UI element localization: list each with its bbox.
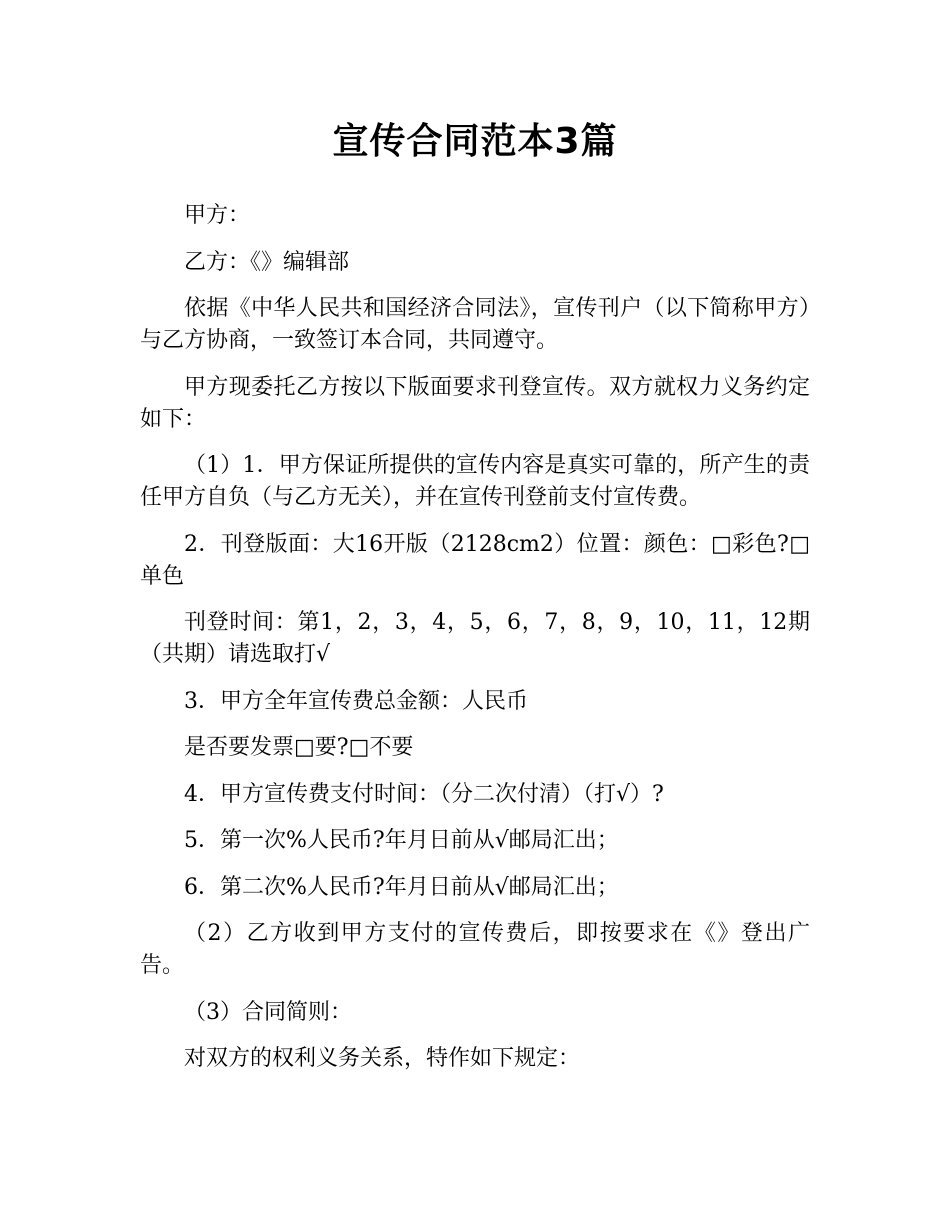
clause-1-2-layout: 2．刊登版面：大16开版（2128cm2）位置：颜色：□彩色?□单色 <box>140 531 810 589</box>
clause-3-heading: （3）合同简则： <box>184 999 352 1025</box>
document-title: 宣传合同范本3篇 <box>332 121 618 162</box>
clause-2: （2）乙方收到甲方支付的宣传费后，即按要求在《》登出广告。 <box>140 921 810 978</box>
clause-1-6-second-payment: 6．第二次%人民币?年月日前从√邮局汇出； <box>184 874 619 900</box>
publication-schedule: 刊登时间：第1，2，3，4，5，6，7，8，9，10，11，12期（共期）请选取打√ <box>140 610 810 667</box>
preamble-paragraph: 依据《中华人民共和国经济合同法》，宣传刊户（以下简称甲方）与乙方协商，一致签订本合同，共同遵守。 <box>140 296 810 353</box>
clause-1-4-payment-time: 4．甲方宣传费支付时间：（分二次付清）（打√）? <box>184 781 664 807</box>
clause-1-3-total-fee: 3．甲方全年宣传费总金额：人民币 <box>184 688 528 714</box>
commission-paragraph: 甲方现委托乙方按以下版面要求刊登宣传。双方就权力义务约定如下： <box>140 374 810 432</box>
invoice-option: 是否要发票□要?□不要 <box>184 735 414 760</box>
document-body <box>140 200 810 1090</box>
clause-1-5-first-payment: 5．第一次%人民币?年月日前从√邮局汇出； <box>184 828 619 853</box>
party-b-line: 乙方：《》编辑部 <box>184 249 350 275</box>
party-a-line: 甲方： <box>184 203 251 228</box>
clause-1-1: （1）1．甲方保证所提供的宣传内容是真实可靠的，所产生的责任甲方自负（与乙方无关），并在宣传刊登前支付宣传费。 <box>140 453 810 510</box>
rights-obligations-line: 对双方的权利义务关系，特作如下规定： <box>184 1046 581 1071</box>
